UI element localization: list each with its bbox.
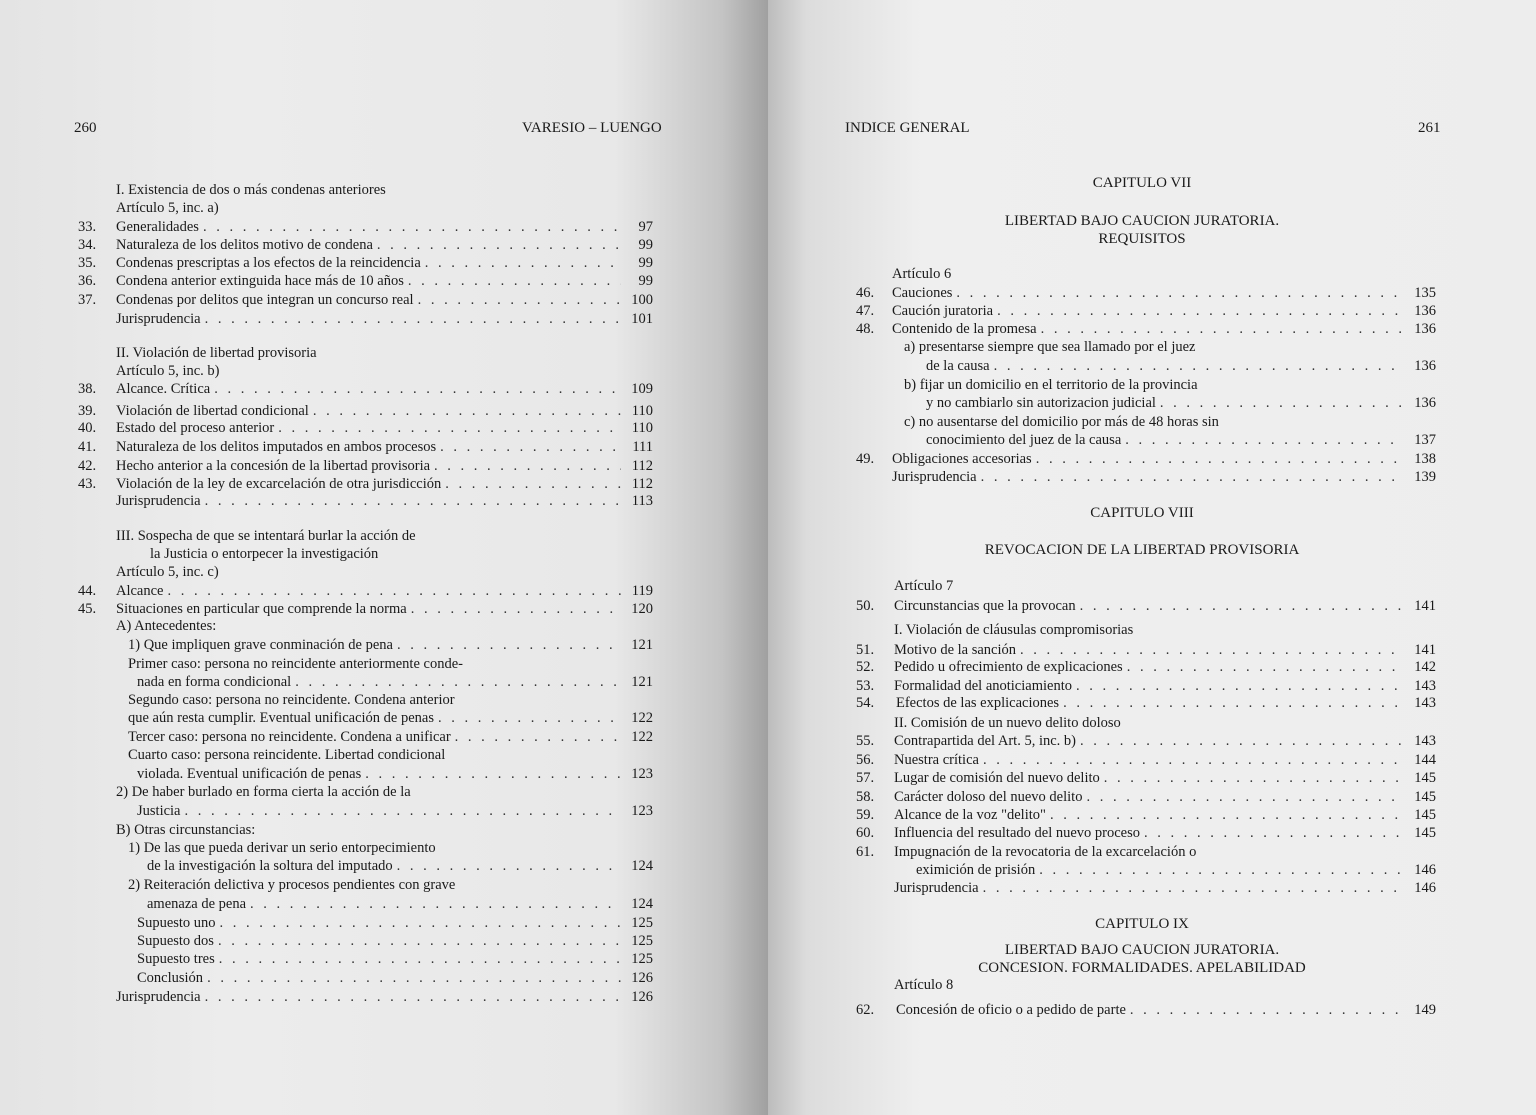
toc-entry-title: Generalidades xyxy=(116,219,199,235)
toc-entry-title: Conclusión xyxy=(137,970,204,986)
dot-leader xyxy=(1130,1001,1404,1019)
dot-leader xyxy=(440,438,621,456)
toc-entry-number: 44. xyxy=(78,583,97,599)
toc-heading-segundo-caso-persona-no-reincidente-cond xyxy=(128,691,455,709)
toc-entry-page-number: 135 xyxy=(1414,285,1436,301)
dot-leader xyxy=(981,468,1404,486)
toc-entry-title: III. Sospecha de que se intentará burlar la acción de xyxy=(116,528,416,544)
toc-entry-jurisprudencia xyxy=(116,492,653,510)
dot-leader xyxy=(219,950,621,968)
toc-entry-contrapartida-del-art-5-inc-b xyxy=(856,732,1436,750)
toc-entry-number: 52. xyxy=(856,659,875,675)
dot-leader xyxy=(418,291,621,309)
toc-entry-supuesto-dos xyxy=(137,932,653,950)
toc-entry-number: 47. xyxy=(856,303,875,319)
toc-heading-articulo-5-inc-a xyxy=(116,199,219,217)
toc-entry-efectos-de-las-explicaciones xyxy=(856,694,1436,712)
dot-leader xyxy=(1127,658,1404,676)
chapter-viii-label: CAPITULO VIII xyxy=(1090,505,1194,521)
dot-leader xyxy=(313,402,621,420)
toc-entry-number: 61. xyxy=(856,844,875,860)
toc-entry-eximicion-de-prision xyxy=(916,861,1436,879)
toc-entry-que-aun-resta-cumplir-eventual-unificaci xyxy=(128,709,653,727)
toc-entry-title: Estado del proceso anterior xyxy=(116,420,275,436)
toc-entry-number: 33. xyxy=(78,219,97,235)
toc-entry-title: Artículo 7 xyxy=(894,578,954,594)
toc-entry-y-no-cambiarlo-sin-autorizacion-judicial xyxy=(926,394,1436,412)
toc-entry-title: de la investigación la soltura del imputado xyxy=(147,858,393,874)
toc-entry-number: 37. xyxy=(78,292,97,308)
toc-entry-jurisprudencia xyxy=(116,310,653,328)
toc-entry-number: 49. xyxy=(856,451,875,467)
toc-entry-page-number: 136 xyxy=(1414,321,1436,337)
toc-entry-lugar-de-comision-del-nuevo-delito xyxy=(856,769,1436,787)
toc-entry-title: Artículo 6 xyxy=(892,266,952,282)
toc-entry-circunstancias-que-la-provocan xyxy=(856,597,1436,615)
toc-entry-title: Caución juratoria xyxy=(892,303,994,319)
toc-entry-condena-anterior-extinguida-hace-mas-de- xyxy=(78,272,653,290)
toc-entry-alcance-critica xyxy=(78,380,653,398)
toc-entry-jurisprudencia xyxy=(116,988,653,1006)
toc-entry-page-number: 119 xyxy=(631,583,653,599)
toc-entry-page-number: 141 xyxy=(1414,598,1436,614)
toc-entry-page-number: 111 xyxy=(632,439,653,455)
toc-entry-page-number: 142 xyxy=(1414,659,1436,675)
toc-entry-1-que-impliquen-grave-conminacion-de-pen xyxy=(128,636,653,654)
toc-entry-number: 57. xyxy=(856,770,875,786)
toc-entry-title: b) fijar un domicilio en el territorio de la provincia xyxy=(904,377,1198,393)
toc-heading-articulo-7 xyxy=(894,577,953,595)
toc-entry-title: Alcance xyxy=(116,583,164,599)
toc-entry-title: I. Existencia de dos o más condenas anteriores xyxy=(116,182,386,198)
dot-leader xyxy=(411,600,621,618)
toc-heading-2-reiteracion-delictiva-y-procesos-pendi xyxy=(128,876,455,894)
toc-entry-hecho-anterior-a-la-concesion-de-la-libe xyxy=(78,457,653,475)
dot-leader xyxy=(1039,861,1404,879)
dot-leader xyxy=(207,969,621,987)
toc-entry-title: 1) De las que pueda derivar un serio entorpecimiento xyxy=(128,840,436,856)
toc-entry-conocimiento-del-juez-de-la-causa xyxy=(926,431,1436,449)
dot-leader xyxy=(205,310,621,328)
toc-entry-number: 38. xyxy=(78,381,97,397)
toc-entry-situaciones-en-particular-que-comprende- xyxy=(78,600,653,618)
toc-entry-page-number: 112 xyxy=(631,476,653,492)
dot-leader xyxy=(1076,677,1404,695)
toc-entry-title: que aún resta cumplir. Eventual unificación de penas xyxy=(128,710,435,726)
toc-entry-page-number: 120 xyxy=(631,601,653,617)
toc-entry-de-la-investigacion-la-soltura-del-imput xyxy=(147,857,653,875)
toc-entry-number: 46. xyxy=(856,285,875,301)
chapter-vii-title-1: LIBERTAD BAJO CAUCION JURATORIA. xyxy=(1004,213,1280,229)
toc-entry-title: Condenas prescriptas a los efectos de la reincidencia xyxy=(116,255,421,271)
toc-entry-page-number: 139 xyxy=(1414,469,1436,485)
toc-entry-title: 2) De haber burlado en forma cierta la acción de la xyxy=(116,784,411,800)
toc-heading-c-no-ausentarse-del-domicilio-por-mas-de xyxy=(904,413,1219,431)
toc-entry-page-number: 125 xyxy=(631,915,653,931)
chapter-viii-title: REVOCACION DE LA LIBERTAD PROVISORIA xyxy=(984,542,1300,558)
toc-entry-number: 48. xyxy=(856,321,875,337)
toc-entry-title: Hecho anterior a la concesión de la libertad provisoria xyxy=(116,458,431,474)
toc-entry-title: Circunstancias que la provocan xyxy=(894,598,1076,614)
toc-entry-title: Violación de la ley de excarcelación de otra jurisdicción xyxy=(116,476,442,492)
toc-entry-supuesto-tres xyxy=(137,950,653,968)
right-page xyxy=(768,0,1536,1115)
page-number-left: 260 xyxy=(74,120,97,136)
toc-entry-title: Supuesto dos xyxy=(137,933,214,949)
toc-entry-page-number: 145 xyxy=(1414,825,1436,841)
toc-entry-title: Cauciones xyxy=(892,285,953,301)
toc-entry-number: 42. xyxy=(78,458,97,474)
toc-heading-i-violacion-de-clausulas-compromisorias xyxy=(894,621,1133,639)
toc-entry-page-number: 123 xyxy=(631,766,653,782)
toc-entry-page-number: 145 xyxy=(1414,770,1436,786)
toc-heading-articulo-5-inc-c xyxy=(116,563,219,581)
toc-entry-page-number: 124 xyxy=(631,896,653,912)
toc-entry-number: 62. xyxy=(856,1002,875,1018)
toc-entry-title: de la causa xyxy=(926,358,990,374)
toc-entry-generalidades xyxy=(78,218,653,236)
toc-entry-justicia xyxy=(137,802,653,820)
toc-heading-i-existencia-de-dos-o-mas-condenas-anter xyxy=(116,181,386,199)
chapter-ix-label: CAPITULO IX xyxy=(1095,916,1189,932)
toc-heading-articulo-5-inc-b xyxy=(116,362,220,380)
toc-entry-naturaleza-de-los-delitos-motivo-de-cond xyxy=(78,236,653,254)
toc-entry-page-number: 138 xyxy=(1414,451,1436,467)
toc-entry-page-number: 141 xyxy=(1414,642,1436,658)
toc-entry-page-number: 144 xyxy=(1414,752,1436,768)
toc-entry-page-number: 99 xyxy=(638,237,653,253)
dot-leader xyxy=(1125,431,1404,449)
toc-entry-title: Concesión de oficio o a pedido de parte xyxy=(896,1002,1126,1018)
toc-entry-concesion-de-oficio-o-a-pedido-de-parte xyxy=(856,1001,1436,1019)
toc-entry-title: a) presentarse siempre que sea llamado por el juez xyxy=(904,339,1196,355)
toc-entry-contenido-de-la-promesa xyxy=(856,320,1436,338)
dot-leader xyxy=(220,914,621,932)
toc-entry-title: Artículo 8 xyxy=(894,977,954,993)
dot-leader xyxy=(438,709,621,727)
toc-entry-page-number: 143 xyxy=(1414,733,1436,749)
dot-leader xyxy=(1041,320,1404,338)
toc-entry-alcance xyxy=(78,582,653,600)
toc-heading-primer-caso-persona-no-reincidente-anter xyxy=(128,655,463,673)
toc-entry-violacion-de-libertad-condicional xyxy=(78,402,653,420)
toc-entry-title: 1) Que impliquen grave conminación de pena xyxy=(128,637,393,653)
toc-entry-page-number: 146 xyxy=(1414,862,1436,878)
toc-entry-influencia-del-resultado-del-nuevo-proce xyxy=(856,824,1436,842)
toc-entry-title: Segundo caso: persona no reincidente. Condena anterior xyxy=(128,692,455,708)
toc-entry-jurisprudencia xyxy=(894,879,1436,897)
toc-entry-page-number: 109 xyxy=(631,381,653,397)
toc-entry-estado-del-proceso-anterior xyxy=(78,419,653,437)
toc-entry-page-number: 122 xyxy=(631,729,653,745)
toc-entry-title: Jurisprudencia xyxy=(116,493,201,509)
dot-leader xyxy=(983,879,1404,897)
toc-entry-number: 55. xyxy=(856,733,875,749)
toc-entry-page-number: 113 xyxy=(631,493,653,509)
toc-entry-page-number: 125 xyxy=(631,951,653,967)
toc-entry-title: Condenas por delitos que integran un concurso real xyxy=(116,292,414,308)
toc-heading-iii-sospecha-de-que-se-intentara-burlar- xyxy=(116,527,416,545)
toc-entry-pedido-u-ofrecimiento-de-explicaciones xyxy=(856,658,1436,676)
toc-entry-page-number: 124 xyxy=(631,858,653,874)
dot-leader xyxy=(397,857,621,875)
dot-leader xyxy=(278,419,621,437)
toc-entry-page-number: 121 xyxy=(631,674,653,690)
chapter-vii-label: CAPITULO VII xyxy=(1092,175,1192,191)
toc-entry-obligaciones-accesorias xyxy=(856,450,1436,468)
toc-entry-title: Carácter doloso del nuevo delito xyxy=(894,789,1083,805)
toc-entry-title: 2) Reiteración delictiva y procesos pendientes con grave xyxy=(128,877,456,893)
toc-entry-page-number: 110 xyxy=(631,420,653,436)
dot-leader xyxy=(1104,769,1404,787)
toc-heading-ii-violacion-de-libertad-provisoria xyxy=(116,344,317,362)
dot-leader xyxy=(377,236,621,254)
dot-leader xyxy=(1063,694,1404,712)
toc-entry-title: B) Otras circunstancias: xyxy=(116,822,256,838)
dot-leader xyxy=(455,728,621,746)
toc-entry-title: Cuarto caso: persona reincidente. Libertad condicional xyxy=(128,747,446,763)
dot-leader xyxy=(1086,788,1404,806)
toc-entry-number: 43. xyxy=(78,476,97,492)
page-number-right: 261 xyxy=(1418,120,1441,136)
chapter-vii-title-2: REQUISITOS xyxy=(1098,231,1186,247)
toc-entry-title: la Justicia o entorpecer la investigación xyxy=(150,546,379,562)
dot-leader xyxy=(997,302,1404,320)
toc-entry-title: Alcance. Crítica xyxy=(116,381,211,397)
toc-entry-number: 40. xyxy=(78,420,97,436)
dot-leader xyxy=(994,357,1404,375)
toc-entry-title: I. Violación de cláusulas compromisorias xyxy=(894,622,1134,638)
toc-entry-page-number: 136 xyxy=(1414,395,1436,411)
dot-leader xyxy=(1020,641,1404,659)
toc-entry-title: Contrapartida del Art. 5, inc. b) xyxy=(894,733,1077,749)
toc-entry-page-number: 145 xyxy=(1414,807,1436,823)
toc-heading-articulo-6 xyxy=(892,265,951,283)
toc-entry-de-la-causa xyxy=(926,357,1436,375)
toc-entry-violada-eventual-unificacion-de-penas xyxy=(137,765,653,783)
toc-entry-formalidad-del-anoticiamiento xyxy=(856,677,1436,695)
dot-leader xyxy=(250,895,621,913)
toc-entry-title: Naturaleza de los delitos motivo de condena xyxy=(116,237,373,253)
toc-entry-page-number: 110 xyxy=(631,403,653,419)
toc-entry-title: Jurisprudencia xyxy=(892,469,977,485)
toc-entry-title: Condena anterior extinguida hace más de 10 años xyxy=(116,273,404,289)
toc-entry-title: Supuesto uno xyxy=(137,915,216,931)
dot-leader xyxy=(203,218,621,236)
dot-leader xyxy=(1036,450,1404,468)
toc-entry-jurisprudencia xyxy=(892,468,1436,486)
toc-entry-page-number: 123 xyxy=(631,803,653,819)
toc-entry-title: Alcance de la voz "delito" xyxy=(894,807,1046,823)
toc-entry-number: 53. xyxy=(856,678,875,694)
toc-entry-number: 36. xyxy=(78,273,97,289)
toc-entry-title: Situaciones en particular que comprende la norma xyxy=(116,601,407,617)
toc-entry-number: 34. xyxy=(78,237,97,253)
toc-entry-number: 51. xyxy=(856,642,875,658)
dot-leader xyxy=(218,932,621,950)
toc-entry-title: Formalidad del anoticiamiento xyxy=(894,678,1072,694)
toc-entry-page-number: 122 xyxy=(631,710,653,726)
toc-heading-a-antecedentes xyxy=(116,617,216,635)
dot-leader xyxy=(983,751,1404,769)
toc-entry-title: Artículo 5, inc. b) xyxy=(116,363,220,379)
dot-leader xyxy=(214,380,621,398)
dot-leader xyxy=(1160,394,1404,412)
dot-leader xyxy=(205,492,621,510)
toc-entry-title: Tercer caso: persona no reincidente. Condena a unificar xyxy=(128,729,451,745)
toc-entry-title: violada. Eventual unificación de penas xyxy=(137,766,362,782)
toc-entry-title: Efectos de las explicaciones xyxy=(896,695,1060,711)
toc-entry-title: Impugnación de la revocatoria de la excarcelación o xyxy=(894,844,1197,860)
toc-entry-page-number: 145 xyxy=(1414,789,1436,805)
toc-entry-naturaleza-de-los-delitos-imputados-en-a xyxy=(78,438,653,456)
toc-entry-page-number: 126 xyxy=(631,970,653,986)
toc-entry-number: 59. xyxy=(856,807,875,823)
toc-entry-title: Nuestra crítica xyxy=(894,752,979,768)
toc-entry-title: Influencia del resultado del nuevo proceso xyxy=(894,825,1141,841)
dot-leader xyxy=(1080,597,1404,615)
toc-entry-title: A) Antecedentes: xyxy=(116,618,217,634)
toc-entry-number: 45. xyxy=(78,601,97,617)
toc-entry-nuestra-critica xyxy=(856,751,1436,769)
toc-heading-impugnacion-de-la-revocatoria-de-la-exca xyxy=(856,843,1197,861)
toc-heading-2-de-haber-burlado-en-forma-cierta-la-ac xyxy=(116,783,411,801)
toc-entry-title: nada en forma condicional xyxy=(137,674,292,690)
dot-leader xyxy=(185,802,622,820)
toc-entry-page-number: 143 xyxy=(1414,678,1436,694)
toc-entry-alcance-de-la-voz-delito xyxy=(856,806,1436,824)
toc-entry-title: Violación de libertad condicional xyxy=(116,403,309,419)
toc-entry-number: 56. xyxy=(856,752,875,768)
toc-entry-page-number: 143 xyxy=(1414,695,1436,711)
toc-heading-b-otras-circunstancias xyxy=(116,821,255,839)
dot-leader xyxy=(408,272,621,290)
toc-entry-title: y no cambiarlo sin autorizacion judicial xyxy=(926,395,1156,411)
toc-entry-number: 50. xyxy=(856,598,875,614)
toc-entry-title: Obligaciones accesorias xyxy=(892,451,1032,467)
toc-entry-title: Justicia xyxy=(137,803,181,819)
toc-entry-page-number: 97 xyxy=(638,219,653,235)
toc-entry-number: 60. xyxy=(856,825,875,841)
dot-leader xyxy=(1144,824,1404,842)
toc-entry-title: Jurisprudencia xyxy=(894,880,979,896)
toc-entry-page-number: 149 xyxy=(1414,1002,1436,1018)
dot-leader xyxy=(425,254,621,272)
toc-entry-page-number: 137 xyxy=(1414,432,1436,448)
dot-leader xyxy=(365,765,621,783)
toc-heading-ii-comision-de-un-nuevo-delito-doloso xyxy=(894,714,1121,732)
toc-entry-number: 39. xyxy=(78,403,97,419)
toc-entry-number: 35. xyxy=(78,255,97,271)
toc-entry-number: 54. xyxy=(856,695,875,711)
chapter-ix-title-2: CONCESION. FORMALIDADES. APELABILIDAD xyxy=(978,960,1306,976)
toc-entry-title: Artículo 5, inc. c) xyxy=(116,564,219,580)
toc-entry-page-number: 99 xyxy=(638,273,653,289)
toc-entry-title: conocimiento del juez de la causa xyxy=(926,432,1122,448)
toc-entry-title: II. Comisión de un nuevo delito doloso xyxy=(894,715,1121,731)
toc-heading-articulo-8 xyxy=(894,976,953,994)
toc-entry-nada-en-forma-condicional xyxy=(137,673,653,691)
toc-entry-page-number: 121 xyxy=(631,637,653,653)
toc-entry-condenas-prescriptas-a-los-efectos-de-la xyxy=(78,254,653,272)
toc-entry-title: c) no ausentarse del domicilio por más de 48 horas sin xyxy=(904,414,1219,430)
toc-entry-page-number: 100 xyxy=(631,292,653,308)
toc-heading-b-fijar-un-domicilio-en-el-territorio-de xyxy=(904,376,1198,394)
toc-entry-title: Contenido de la promesa xyxy=(892,321,1037,337)
dot-leader xyxy=(1080,732,1404,750)
toc-entry-title: Jurisprudencia xyxy=(116,989,201,1005)
toc-heading-la-justicia-o-entorpecer-la-investigacio xyxy=(150,545,378,563)
dot-leader xyxy=(205,988,621,1006)
running-head-left: VARESIO – LUENGO xyxy=(522,120,662,136)
toc-entry-page-number: 136 xyxy=(1414,303,1436,319)
toc-entry-page-number: 99 xyxy=(638,255,653,271)
dot-leader xyxy=(434,457,621,475)
toc-entry-title: Pedido u ofrecimiento de explicaciones xyxy=(894,659,1123,675)
toc-entry-number: 41. xyxy=(78,439,97,455)
toc-heading-a-presentarse-siempre-que-sea-llamado-po xyxy=(904,338,1195,356)
dot-leader xyxy=(168,582,622,600)
chapter-ix-title-1: LIBERTAD BAJO CAUCION JURATORIA. xyxy=(1004,942,1280,958)
toc-entry-amenaza-de-pena xyxy=(147,895,653,913)
toc-entry-title: Lugar de comisión del nuevo delito xyxy=(894,770,1100,786)
toc-entry-title: Primer caso: persona no reincidente anteriormente conde- xyxy=(128,656,463,672)
toc-entry-title: Naturaleza de los delitos imputados en ambos procesos xyxy=(116,439,437,455)
dot-leader xyxy=(295,673,621,691)
toc-heading-1-de-las-que-pueda-derivar-un-serio-ento xyxy=(128,839,436,857)
running-head-right: INDICE GENERAL xyxy=(845,120,970,136)
toc-entry-title: Jurisprudencia xyxy=(116,311,201,327)
dot-leader xyxy=(1050,806,1404,824)
toc-entry-title: Motivo de la sanción xyxy=(894,642,1017,658)
toc-entry-title: Supuesto tres xyxy=(137,951,215,967)
toc-entry-page-number: 101 xyxy=(631,311,653,327)
toc-entry-supuesto-uno xyxy=(137,914,653,932)
toc-entry-title: Artículo 5, inc. a) xyxy=(116,200,219,216)
toc-entry-page-number: 146 xyxy=(1414,880,1436,896)
toc-entry-page-number: 112 xyxy=(631,458,653,474)
toc-entry-page-number: 125 xyxy=(631,933,653,949)
toc-entry-title: eximición de prisión xyxy=(916,862,1036,878)
toc-entry-title: amenaza de pena xyxy=(147,896,247,912)
toc-entry-conclusion xyxy=(137,969,653,987)
dot-leader xyxy=(397,636,621,654)
toc-entry-page-number: 136 xyxy=(1414,358,1436,374)
toc-entry-caracter-doloso-del-nuevo-delito xyxy=(856,788,1436,806)
toc-entry-motivo-de-la-sancion xyxy=(856,641,1436,659)
toc-entry-title: II. Violación de libertad provisoria xyxy=(116,345,317,361)
toc-entry-condenas-por-delitos-que-integran-un-con xyxy=(78,291,653,309)
toc-entry-cauciones xyxy=(856,284,1436,302)
toc-heading-cuarto-caso-persona-reincidente-libertad xyxy=(128,746,445,764)
toc-entry-tercer-caso-persona-no-reincidente-conde xyxy=(128,728,653,746)
dot-leader xyxy=(956,284,1404,302)
toc-entry-page-number: 126 xyxy=(631,989,653,1005)
dot-leader xyxy=(445,475,621,493)
toc-entry-violacion-de-la-ley-de-excarcelacion-de- xyxy=(78,475,653,493)
toc-entry-number: 58. xyxy=(856,789,875,805)
toc-entry-caucion-juratoria xyxy=(856,302,1436,320)
